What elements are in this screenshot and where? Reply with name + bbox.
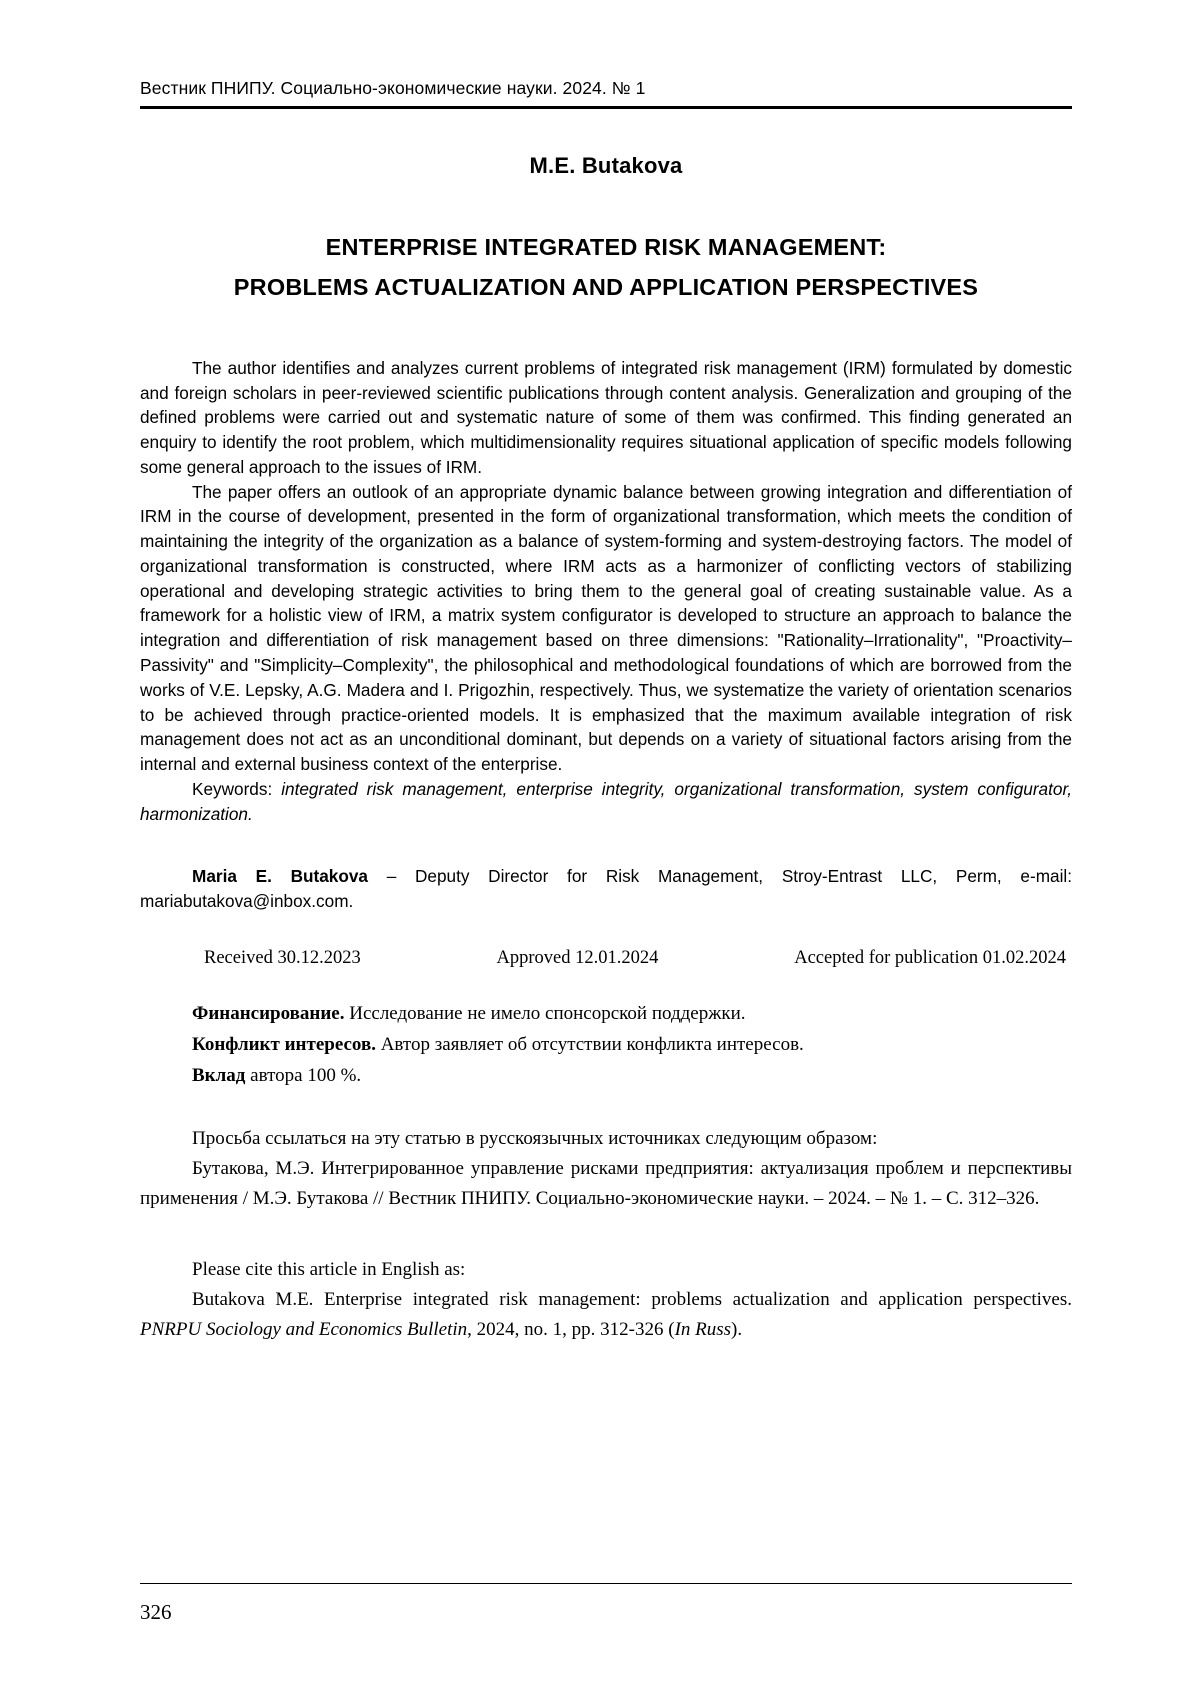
footer-divider	[140, 1583, 1072, 1584]
conflict-note	[140, 1030, 1072, 1061]
citation-english-part-2: , 2024, no. 1, pp. 312-326 (	[467, 1319, 675, 1341]
keywords-label: Keywords:	[192, 778, 273, 799]
article-title-line-1: ENTERPRISE INTEGRATED RISK MANAGEMENT:	[325, 234, 887, 260]
citation-english-part-3: ).	[731, 1319, 743, 1341]
contribution-label: Вклад	[192, 1064, 246, 1086]
citation-english-journal: PNRPU Sociology and Economics Bulletin	[140, 1319, 468, 1341]
funding-text: Исследование не имело спонсорской поддержки.	[344, 1003, 746, 1025]
date-approved: Approved 12.01.2024	[496, 948, 659, 969]
abstract-paragraph-1: The author identifies and analyzes current problems of integrated risk management (IRM) formulated by domestic and foreign scholars in peer-reviewed scientific publications through content analysis. Generalization and grouping of the defined problems were carried out and systematic nature of some of them was confirmed. This finding generated an enquiry to identify the root problem, which multidimensionality requires situational application of specific models following some general approach to the issues of IRM.	[140, 357, 1072, 477]
author-affiliation-details: – Deputy Director for Risk Management, Stroy-Entrast LLC, Perm, e-mail: mariabutakova@inbox.com.	[140, 866, 1072, 912]
conflict-label: Конфликт интересов.	[192, 1034, 376, 1055]
article-title-line-2: PROBLEMS ACTUALIZATION AND APPLICATION PERSPECTIVES	[233, 274, 979, 301]
abstract	[140, 356, 1072, 827]
header-divider	[140, 106, 1072, 109]
author-full-name: Maria E. Butakova	[192, 866, 368, 887]
citation-english-part-1: Butakova M.E. Enterprise integrated risk management: problems actualization and application perspectives.	[192, 1289, 1072, 1311]
keywords-value: integrated risk management, enterprise integrity, organizational transformation, system configurator, harmonization.	[140, 778, 1072, 824]
author-affiliation	[140, 864, 1072, 914]
citation-english-intro: Please cite this article in English as:	[192, 1258, 466, 1280]
contribution-note	[140, 1061, 1072, 1092]
keywords	[140, 777, 1072, 827]
conflict-text: Автор заявляет об отсутствии конфликта интересов.	[375, 1034, 804, 1055]
citation-english-inruss: In Russ	[674, 1319, 732, 1341]
page-number: 326	[140, 1600, 172, 1624]
citation-russian	[140, 1124, 1072, 1215]
running-head: Вестник ПНИПУ. Социально-экономические науки. 2024. № 1	[140, 78, 646, 98]
notes-russian	[140, 999, 1072, 1091]
contribution-text: автора 100 %.	[245, 1064, 362, 1086]
citation-russian-intro: Просьба ссылаться на эту статью в русскоязычных источниках следующим образом:	[192, 1127, 878, 1149]
citation-russian-body: Бутакова, М.Э. Интегрированное управление рисками предприятия: актуализация проблем и перспективы применения / М.Э. Бутакова // Вестник ПНИПУ. Социально-экономические науки. – 2024. – № 1. – С. 312–326.	[140, 1157, 1072, 1210]
funding-label: Финансирование.	[192, 1003, 345, 1025]
date-received: Received 30.12.2023	[204, 948, 361, 969]
funding-note	[140, 999, 1072, 1030]
abstract-paragraph-2: The paper offers an outlook of an appropriate dynamic balance between growing integration and differentiation of IRM in the course of development, presented in the form of organizational transformation, which meets the condition of maintaining the integrity of the organization as a balance of system-forming and system-destroying factors. The model of organizational transformation is constructed, where IRM acts as a harmonizer of conflicting vectors of stabilizing operational and developing strategic activities to bring them to the general goal of creating sustainable value. As a framework for a holistic view of IRM, a matrix system configurator is developed to structure an approach to balance the integration and differentiation of risk management based on three dimensions: "Rationality–Irrationality", "Proactivity–Passivity" and "Simplicity–Complexity", the philosophical and methodological foundations of which are borrowed from the works of V.E. Lepsky, A.G. Madera and I. Prigozhin, respectively. Thus, we systematize the variety of orientation scenarios to be achieved through practice-oriented models. It is emphasized that the maximum available integration of risk management does not act as an unconditional dominant, but depends on a variety of situational factors arising from the internal and external business context of the enterprise.	[140, 481, 1072, 775]
date-accepted: Accepted for publication 01.02.2024	[794, 948, 1066, 969]
citation-english-body	[140, 1285, 1072, 1346]
author-short-name: M.E. Butakova	[529, 153, 683, 178]
article-title	[140, 227, 1072, 308]
publication-dates	[140, 948, 1072, 969]
citation-english	[140, 1255, 1072, 1346]
